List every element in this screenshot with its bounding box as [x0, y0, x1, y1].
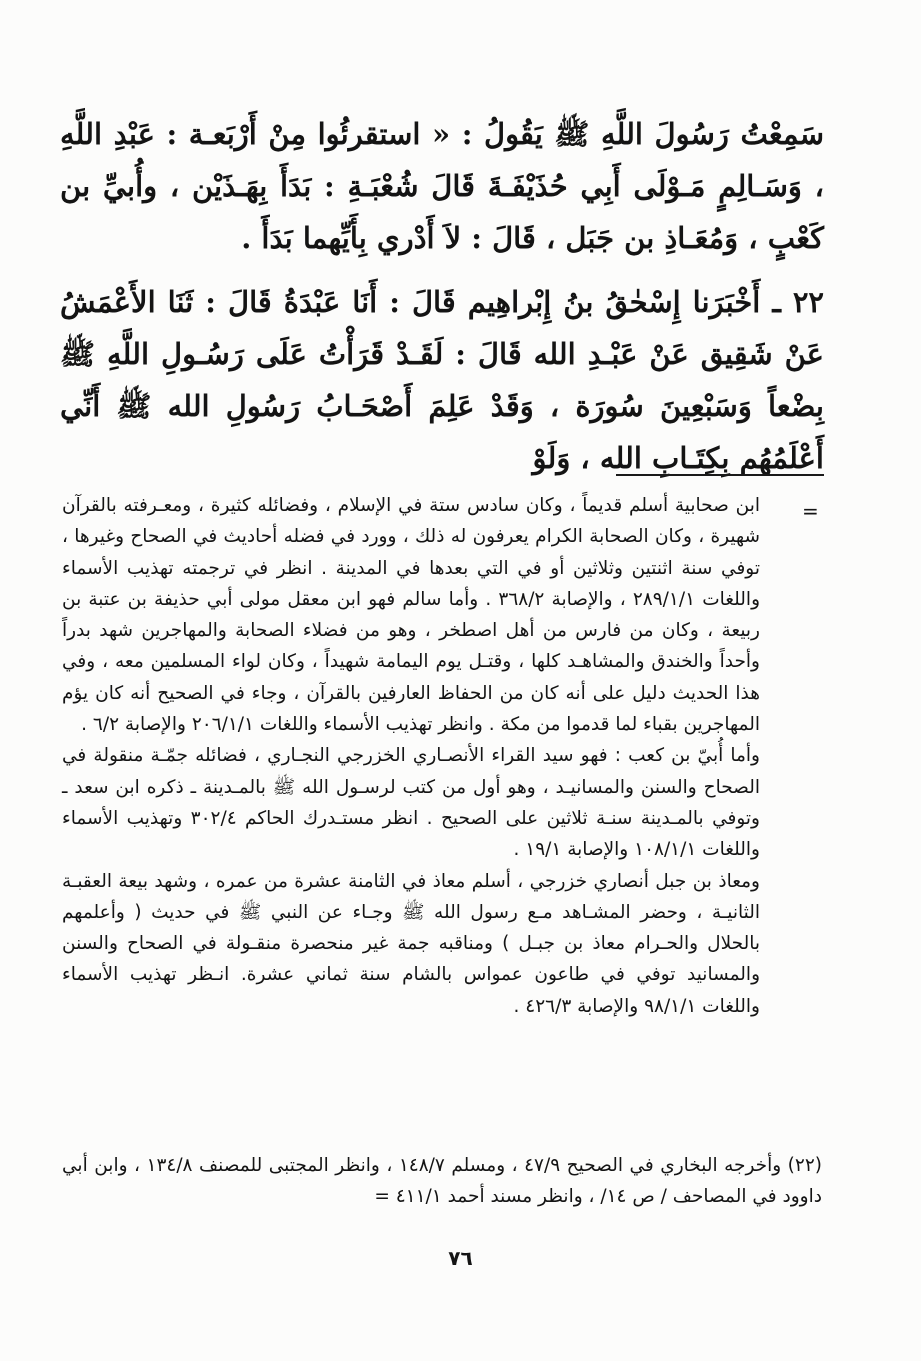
footnote-divider — [616, 474, 824, 476]
footnote-22 — [62, 1150, 822, 1213]
footnotes — [62, 490, 760, 1022]
footnote-22-text: (٢٢) وأخرجه البخاري في الصحيح ٤٧/٩ ، ومسلم ١٤٨/٧ ، وانظر المجتبى للمصنف ١٣٤/٨ ، وابن أبي داوود في المصاحف / ص ١٤/ ، وانظر مسند أحمد ٤١١/١ = — [62, 1155, 822, 1208]
footnote-paragraph: وأما أُبيّ بن كعب : فهو سيد القراء الأنصـاري الخزرجي النجـاري ، فضائله جمّـة منقولة في الصحاح والسنن والمسانيـد ، وهو أول من كتب لرسـول الله ﷺ بالمـدينة ـ ذكره ابن سعد ـ وتوفي بالمـدينة سنـة ثلاثين على الصحيح . انظر مستـدرك الحاكم ٣٠٢/٤ وتهذيب الأسماء واللغات ١٠٨/١/١ والإصابة ١٩/١ . — [62, 745, 760, 861]
page-number: ٧٦ — [448, 1246, 473, 1270]
footnote-continuation-mark: = — [802, 499, 819, 523]
footnote-paragraph: ابن صحابية أسلم قديماً ، وكان سادس ستة في الإسلام ، وفضائله كثيرة ، ومعـرفته بالقرآن شهيرة ، وكان الصحابة الكرام يعرفون له ذلك ، وورد في فضله أحاديث في الصحاح وغيرها ، توفي سنة اثنتين وثلاثين أو في التي بعدها في المدينة . انظر في ترجمته تهذيب الأسماء واللغات ٢٨٩/١/١ ، والإصابة ٣٦٨/٢ . وأما سالم فهو ابن معقل مولى أبي حذيفة بن عتبة بن ربيعة ، وكان من فارس من أهل اصطخر ، وهو من فضلاء الصحابة والمهاجرين شهد بدراً وأحداً والخندق والمشاهـد كلها ، وقتـل يوم اليمامة شهيداً ، وكان لواء المسلمين معه ، وفي هذا الحديث دليل على أنه كان من الحفاظ العارفين بالقرآن ، وجاء في الصحيح أنه كان يؤم المهاجرين بقباء لما قدموا من مكة . وانظر تهذيب الأسماء واللغات ٢٠٦/١/١ والإصابة ٦/٢ . — [62, 495, 761, 736]
main-text — [60, 108, 824, 484]
footnote-paragraph: ومعاذ بن جبل أنصاري خزرجي ، أسلم معاذ في الثامنة عشرة من عمره ، وشهد بيعة العقبـة الثانيـة ، وحضر المشـاهد مـع رسول الله ﷺ وجـاء عن النبي ﷺ في حديث ( وأعلمهم بالحلال والحـرام معاذ بن جبـل ) ومناقبه جمة غير منحصرة منقـولة في الصحاح والسنن والمسانيد توفي في طاعون عمواس بالشام سنة ثماني عشرة. انـظر تهذيب الأسماء واللغات ٩٨/١/١ والإصابة ٤٢٦/٣ . — [62, 870, 760, 1017]
hadith-22-paragraph: ٢٢ ـ أَخْبَرَنا إِسْحٰقُ بنُ إِبْراهِيم قَالَ : أَنَا عَبْدَةُ قَالَ : ثَنَا الأَعْمَشُ عَنْ شَقِيق عَنْ عَبْـدِ الله قَالَ : لَقَـدْ قَرَأْتُ عَلَى رَسُـولِ اللَّهِ ﷺ بِضْعاً وَسَبْعِينَ سُورَة ، وَقَدْ عَلِمَ أَصْحَـابُ رَسُولِ الله ﷺ أَنِّي أَعْلَمُهُم بِكِتَـابِ الله ، وَلَوْ — [60, 285, 824, 475]
hadith-text-paragraph: سَمِعْتُ رَسُولَ اللَّهِ ﷺ يَقُولُ : « استقرئُوا مِنْ أَرْبَعـة : عَبْدِ اللَّهِ ، وَسَـالِمٍ مَـوْلَى أَبِي حُذَيْفَـةَ قَالَ شُعْبَـةِ : بَدَأَ بِهَـذَيْن ، وأُبيِّ بن كَعْبٍ ، وَمُعَـاذِ بن جَبَل ، قَالَ : لاَ أَدْري بِأَيِّهما بَدَأَ . — [60, 117, 824, 255]
